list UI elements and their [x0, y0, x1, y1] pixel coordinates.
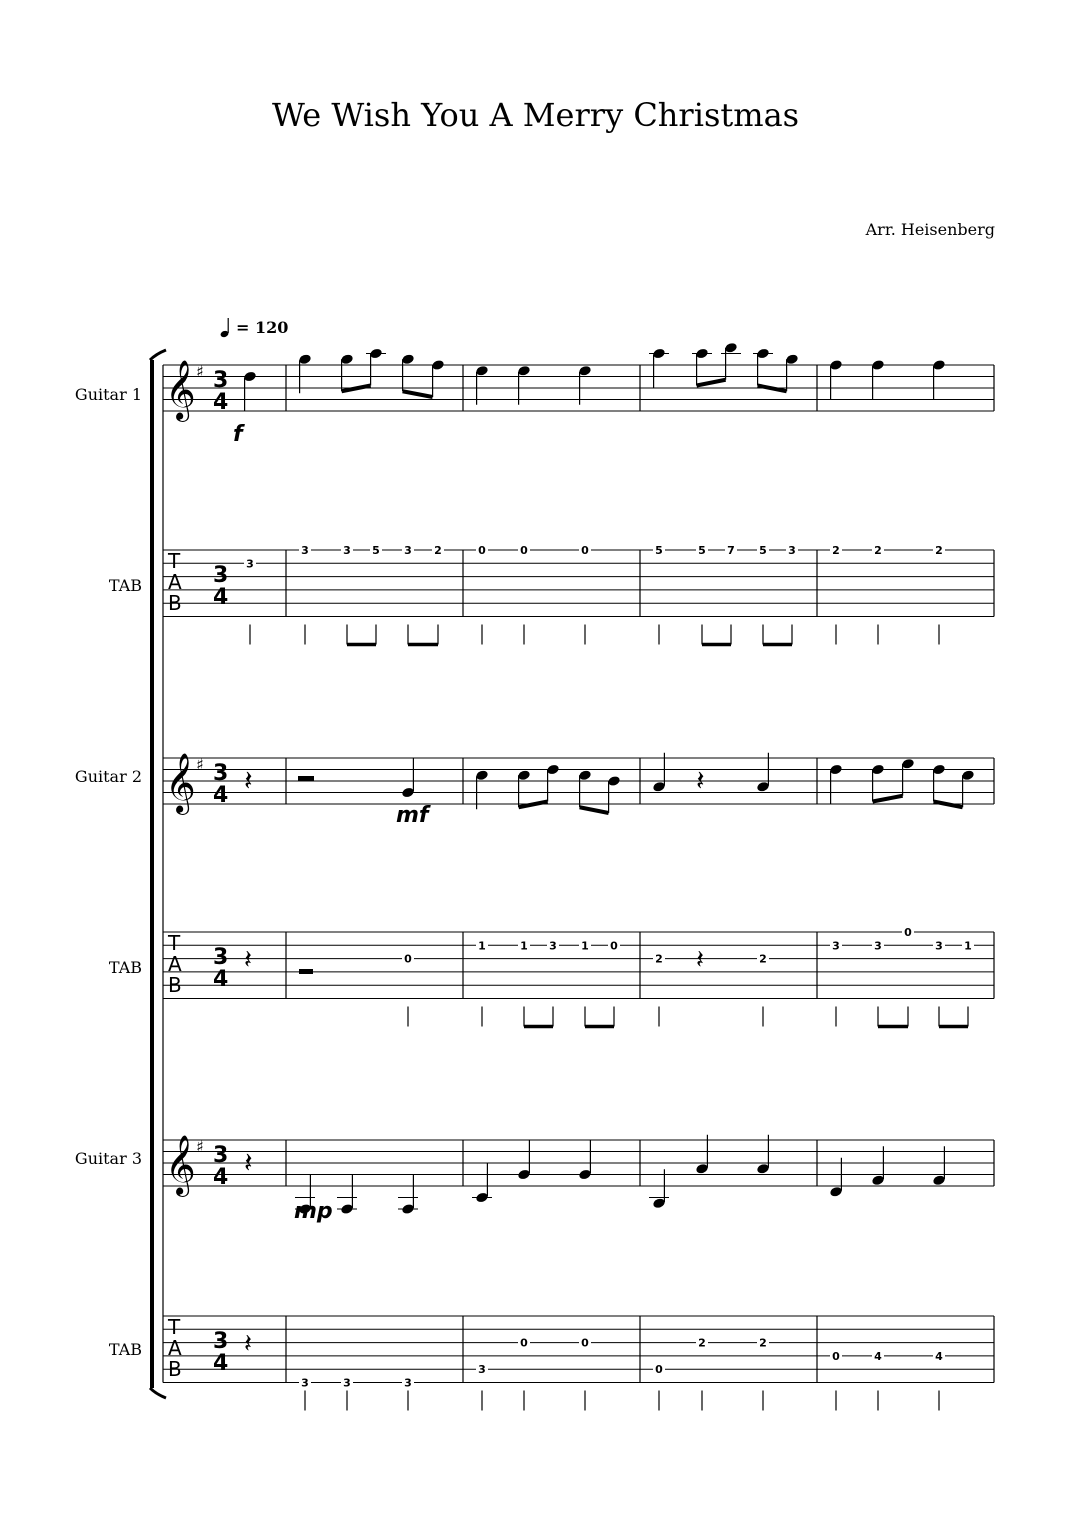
tab-clef-letter: A	[168, 570, 182, 594]
staff-label-guitar-2: Guitar 2	[74, 767, 142, 786]
bracket-bottom-hook	[150, 1388, 166, 1398]
quarter-rest-icon: 𝄽	[696, 764, 705, 797]
key-signature-sharp-icon: ♯	[196, 1137, 204, 1156]
tab-clef-letter: T	[168, 1315, 181, 1339]
tab-label-guitar-3: TAB	[108, 1340, 142, 1359]
tab-time-signature-top: 3	[213, 563, 229, 588]
tab-fret-number: 3	[478, 1363, 486, 1377]
tab-time-signature-top: 3	[213, 1329, 229, 1354]
tab-fret-number: 0	[404, 952, 412, 966]
note-beam	[342, 386, 371, 392]
tab-fret-number: 2	[698, 1336, 706, 1350]
tab-fret-number: 0	[655, 1363, 663, 1377]
tab-fret-number: 3	[301, 544, 309, 557]
tab-fret-number: 2	[874, 544, 882, 557]
tab-fret-number: 0	[581, 1336, 589, 1350]
note-beam	[873, 796, 903, 802]
tab-clef-letter: A	[168, 1336, 182, 1360]
tab-fret-number: 0	[478, 544, 486, 557]
note-beam	[580, 807, 609, 813]
tab-fret-number: 0	[904, 926, 912, 939]
tab-clef-letter: T	[168, 549, 181, 573]
treble-clef-icon: 𝄞	[165, 753, 196, 813]
note-beam	[934, 802, 963, 808]
tab-fret-number: 0	[610, 939, 618, 953]
tab-clef-letter: B	[168, 973, 182, 997]
treble-clef-icon: 𝄞	[165, 360, 196, 420]
note-beam	[403, 391, 433, 397]
time-signature-top: 3	[213, 1143, 229, 1168]
tab-fret-number: 3	[549, 939, 557, 953]
note-beam	[519, 802, 548, 808]
tab-fret-number: 5	[655, 544, 663, 557]
tab-fret-number: 3	[874, 939, 882, 953]
staff-label-guitar-1: Guitar 1	[74, 385, 142, 404]
tab-fret-number: 7	[727, 544, 735, 557]
tab-fret-number: 2	[655, 952, 663, 966]
score-title: We Wish You A Merry Christmas	[271, 96, 800, 134]
tab-fret-number: 2	[832, 544, 840, 557]
tab-fret-number: 5	[759, 544, 767, 557]
tab-fret-number: 3	[935, 939, 943, 953]
tab-fret-number: 3	[343, 544, 351, 557]
tab-clef-letter: A	[168, 952, 182, 976]
tab-fret-number: 3	[832, 939, 840, 953]
tab-fret-number: 1	[520, 939, 528, 953]
tab-quarter-rest-icon: 𝄽	[244, 945, 252, 975]
half-rest-icon	[298, 776, 314, 781]
tab-time-signature-top: 3	[213, 945, 229, 970]
key-signature-sharp-icon: ♯	[196, 362, 204, 381]
tab-fret-number: 3	[246, 557, 254, 571]
tab-clef-letter: B	[168, 591, 182, 615]
tab-clef-letter: B	[168, 1357, 182, 1381]
staff-label-guitar-3: Guitar 3	[74, 1149, 142, 1168]
tempo-value: = 120	[236, 317, 289, 337]
tab-label-guitar-2: TAB	[108, 958, 142, 977]
tab-quarter-rest-icon: 𝄽	[696, 945, 704, 975]
time-signature-bottom: 4	[213, 1165, 229, 1190]
quarter-rest-icon: 𝄽	[244, 764, 253, 797]
tab-fret-number: 1	[581, 939, 589, 953]
time-signature-top: 3	[213, 761, 229, 786]
tab-quarter-rest-icon: 𝄽	[244, 1329, 252, 1359]
composer-credit: Arr. Heisenberg	[865, 220, 995, 239]
tab-fret-number: 5	[372, 544, 380, 557]
dynamic-marking: mf	[396, 803, 429, 828]
time-signature-top: 3	[213, 368, 229, 393]
tab-time-signature-bottom: 4	[213, 585, 229, 610]
tab-fret-number: 2	[434, 544, 442, 557]
tab-clef-letter: T	[168, 931, 181, 955]
tab-label-guitar-1: TAB	[108, 576, 142, 595]
tab-fret-number: 3	[788, 544, 796, 557]
dynamic-marking: f	[233, 422, 243, 447]
tab-time-signature-bottom: 4	[213, 1351, 229, 1376]
tab-fret-number: 3	[404, 544, 412, 557]
tab-fret-number: 0	[520, 544, 528, 557]
note-beam	[697, 380, 726, 386]
tab-fret-number: 0	[581, 544, 589, 557]
tab-fret-number: 4	[935, 1349, 943, 1363]
system-bracket	[150, 360, 154, 1388]
tab-fret-number: 1	[478, 939, 486, 953]
tab-fret-number: 3	[343, 1376, 351, 1390]
tab-fret-number: 2	[759, 952, 767, 966]
quarter-rest-icon: 𝄽	[244, 1146, 253, 1179]
treble-clef-icon: 𝄞	[165, 1135, 196, 1195]
tab-fret-number: 2	[759, 1336, 767, 1350]
tab-fret-number: 4	[874, 1349, 882, 1363]
tab-fret-number: 3	[404, 1376, 412, 1390]
tab-half-rest-icon	[299, 969, 313, 974]
tab-fret-number: 1	[964, 939, 972, 953]
key-signature-sharp-icon: ♯	[196, 755, 204, 774]
tab-fret-number: 0	[520, 1336, 528, 1350]
tab-fret-number: 2	[935, 544, 943, 557]
tab-fret-number: 0	[832, 1349, 840, 1363]
dynamic-marking: mp	[294, 1199, 333, 1224]
note-beam	[758, 386, 787, 392]
tab-fret-number: 5	[698, 544, 706, 557]
time-signature-bottom: 4	[213, 783, 229, 808]
time-signature-bottom: 4	[213, 390, 229, 415]
tab-time-signature-bottom: 4	[213, 967, 229, 992]
bracket-top-hook	[150, 350, 166, 360]
tab-fret-number: 3	[301, 1376, 309, 1390]
